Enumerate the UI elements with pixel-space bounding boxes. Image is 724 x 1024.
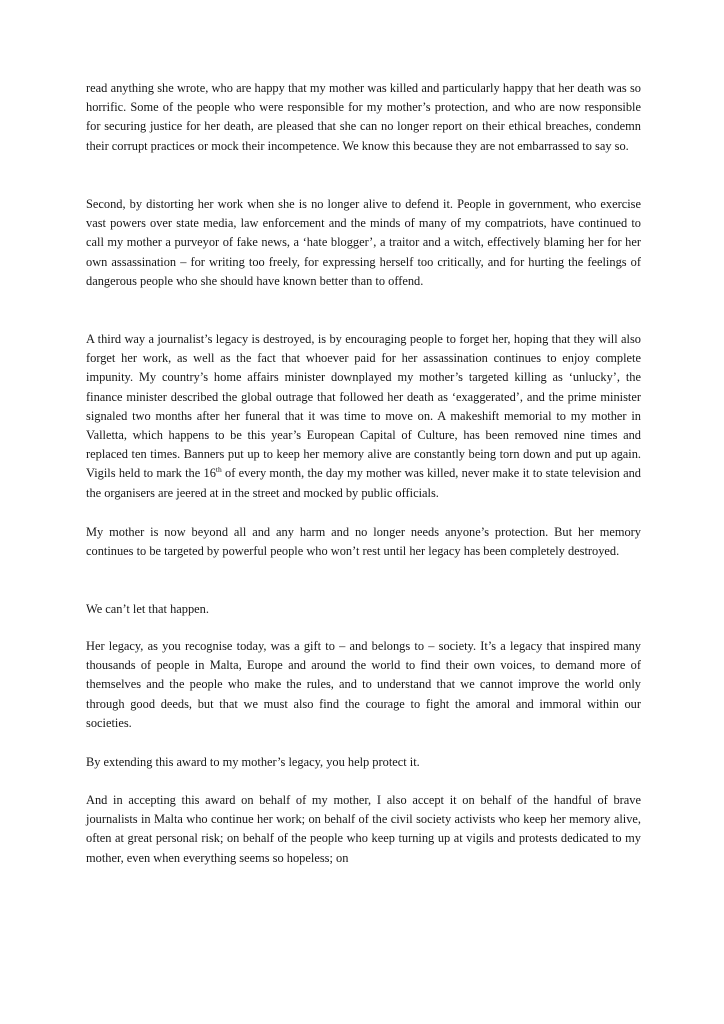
paragraph-3 [86,330,641,503]
paragraph-8: And in accepting this award on behalf of my mother, I also accept it on behalf of the handful of brave journalists in Malta who continue her work; on behalf of the civil society activists who keep her memory alive, often at great personal risk; on behalf of the people who keep turning up at vigils and protests dedicated to my mother, even when everything seems so hopeless; on [86,793,641,865]
paragraph-5: We can’t let that happen. [86,602,209,616]
ordinal-superscript: th [215,465,222,475]
paragraph-4: My mother is now beyond all and any harm and no longer needs anyone’s protection. But her memory continues to be targeted by powerful people who won’t rest until her legacy has been completely destroyed. [86,525,641,559]
paragraph-3-text-a: A third way a journalist’s legacy is destroyed, is by encouraging people to forget her, hoping that they will also forget her work, as well as the fact that whoever paid for her assassination continues to enjoy complete impunity. My country’s home affairs minister downplayed my mother’s targeted killing as ‘unlucky’, the finance minister described the global outrage that followed her death as ‘exaggerated’, and the prime minister signaled two months after her funeral that it was time to move on. A makeshift memorial to my mother in Valletta, which happens to be this year’s European Capital of Culture, has been removed nine times and replaced ten times. Banners put up to keep her memory alive are constantly being torn down and put up again. Vigils held to mark the 16 [86,332,641,481]
paragraph-2: Second, by distorting her work when she is no longer alive to defend it. People in government, who exercise vast powers over state media, law enforcement and the minds of many of my compatriots, have continued to call my mother a purveyor of fake news, a ‘hate blogger’, a traitor and a witch, effectively blaming her for her own assassination – for writing too freely, for expressing herself too critically, and for hurting the feelings of dangerous people who she should have known better than to offend. [86,197,641,288]
paragraph-7: By extending this award to my mother’s legacy, you help protect it. [86,755,420,769]
paragraph-3-text-b: of every month, the day my mother was killed, never make it to state television and the organisers are jeered at in the street and mocked by public officials. [86,466,641,500]
paragraph-6: Her legacy, as you recognise today, was a gift to – and belongs to – society. It’s a legacy that inspired many thousands of people in Malta, Europe and around the world to find their own voices, to demand more of themselves and the people who make the rules, and to understand that we cannot improve the world only through good deeds, but that we must also find the courage to fight the amoral and immoral within our societies. [86,639,641,730]
paragraph-1: read anything she wrote, who are happy that my mother was killed and particularly happy that her death was so horrific. Some of the people who were responsible for my mother’s protection, and who are now responsible for securing justice for her death, are pleased that she can no longer report on their ethical breaches, condemn their corrupt practices or mock their incompetence. We know this because they are not embarrassed to say so. [86,81,641,153]
